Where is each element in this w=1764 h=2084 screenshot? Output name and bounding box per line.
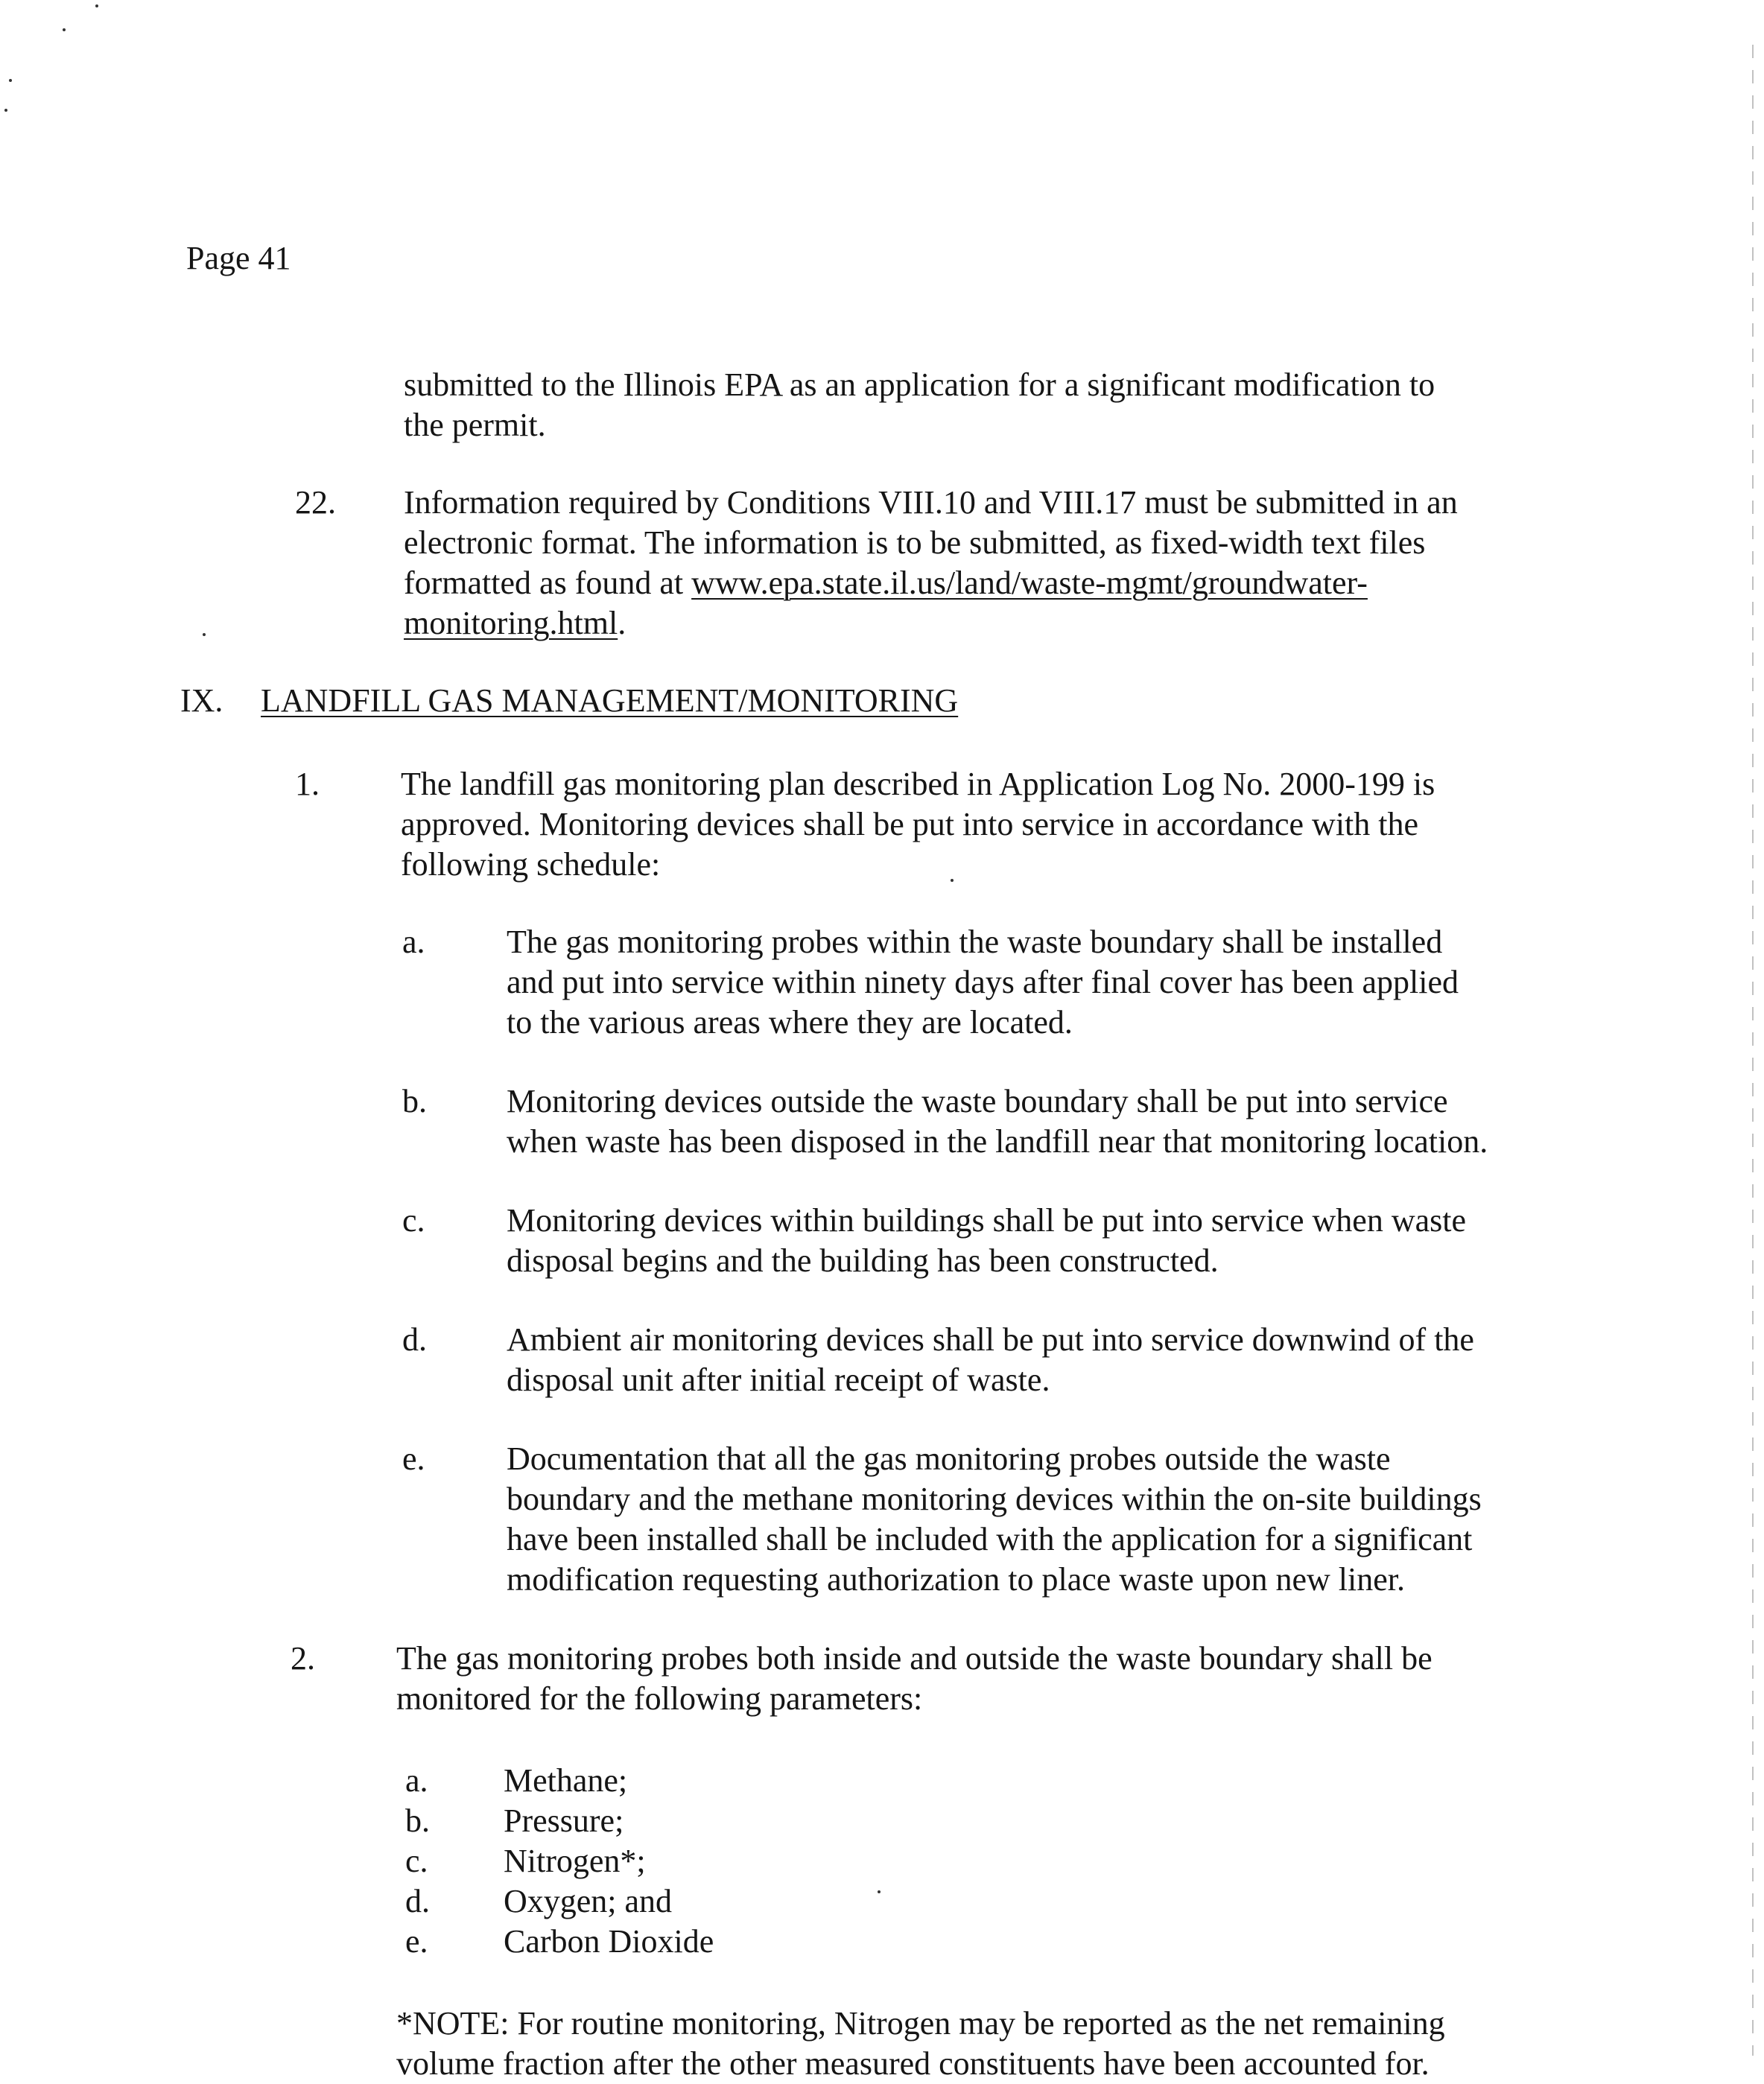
item-number: 2. xyxy=(291,1640,315,1677)
text-line: volume fraction after the other measured constituents have been accounted for. xyxy=(396,2045,1430,2082)
text-line: approved. Monitoring devices shall be put into service in accordance with the xyxy=(401,806,1419,842)
parameter-letter: a. xyxy=(405,1762,428,1799)
parameter-letter: b. xyxy=(405,1802,430,1839)
text-line: Information required by Conditions VIII.10 and VIII.17 must be submitted in an xyxy=(404,484,1458,521)
scan-speck xyxy=(878,1890,881,1893)
text-line: have been installed shall be included with the application for a significant xyxy=(507,1521,1473,1557)
parameter-letter: e. xyxy=(405,1923,428,1960)
text-line: monitored for the following parameters: xyxy=(396,1680,923,1717)
text-line xyxy=(404,603,626,644)
text-line: Monitoring devices outside the waste boundary shall be put into service xyxy=(507,1083,1448,1119)
scan-speck xyxy=(4,109,7,112)
text-line: The gas monitoring probes both inside and outside the waste boundary shall be xyxy=(396,1640,1433,1677)
scan-speck xyxy=(95,4,98,7)
parameter-item: Oxygen; and xyxy=(504,1883,673,1919)
text-line: and put into service within ninety days after final cover has been applied xyxy=(507,964,1459,1000)
scan-speck xyxy=(63,28,66,31)
text-line: Ambient air monitoring devices shall be put into service downwind of the xyxy=(507,1321,1474,1358)
text-line: modification requesting authorization to place waste upon new liner. xyxy=(507,1561,1405,1598)
subitem-letter: e. xyxy=(402,1440,425,1477)
parameter-letter: d. xyxy=(405,1883,430,1919)
text-line: The gas monitoring probes within the waste boundary shall be installed xyxy=(507,924,1443,960)
parameter-letter: c. xyxy=(405,1843,428,1879)
subitem-letter: c. xyxy=(402,1202,425,1239)
page-number: Page 41 xyxy=(186,240,291,276)
parameter-item: Carbon Dioxide xyxy=(504,1923,714,1960)
text-line: boundary and the methane monitoring devices within the on-site buildings xyxy=(507,1481,1482,1517)
groundwater-url-link-continued[interactable]: monitoring.html xyxy=(404,605,618,641)
scan-edge-artifact xyxy=(1752,45,1754,2056)
groundwater-url-link[interactable]: www.epa.state.il.us/land/waste-mgmt/groundwater- xyxy=(691,565,1368,601)
item-number: 22. xyxy=(295,484,336,521)
scan-speck xyxy=(951,879,954,882)
text-line: to the various areas where they are located. xyxy=(507,1004,1073,1041)
text-span: . xyxy=(618,605,626,641)
text-line: Documentation that all the gas monitoring probes outside the waste xyxy=(507,1440,1391,1477)
text-line: *NOTE: For routine monitoring, Nitrogen may be reported as the net remaining xyxy=(396,2005,1445,2042)
scan-speck xyxy=(203,633,206,636)
text-line: Monitoring devices within buildings shall be put into service when waste xyxy=(507,1202,1467,1239)
parameter-item: Methane; xyxy=(504,1762,628,1799)
text-line: electronic format. The information is to be submitted, as fixed-width text files xyxy=(404,524,1426,561)
text-line: submitted to the Illinois EPA as an application for a significant modification to xyxy=(404,366,1435,403)
text-line: when waste has been disposed in the landfill near that monitoring location. xyxy=(507,1123,1488,1160)
text-line: disposal unit after initial receipt of waste. xyxy=(507,1362,1050,1398)
text-line: the permit. xyxy=(404,407,546,443)
item-number: 1. xyxy=(295,766,320,802)
section-title: LANDFILL GAS MANAGEMENT/MONITORING xyxy=(261,682,959,719)
section-numeral: IX. xyxy=(180,682,223,719)
scan-speck xyxy=(9,79,12,82)
subitem-letter: a. xyxy=(402,924,425,960)
subitem-letter: b. xyxy=(402,1083,427,1119)
subitem-letter: d. xyxy=(402,1321,427,1358)
parameter-item: Pressure; xyxy=(504,1802,624,1839)
text-line: The landfill gas monitoring plan described in Application Log No. 2000-199 is xyxy=(401,766,1435,802)
text-line xyxy=(404,563,1368,603)
text-line: following schedule: xyxy=(401,846,661,883)
text-span: formatted as found at xyxy=(404,565,692,601)
parameter-item: Nitrogen*; xyxy=(504,1843,646,1879)
text-line: disposal begins and the building has been constructed. xyxy=(507,1242,1219,1279)
